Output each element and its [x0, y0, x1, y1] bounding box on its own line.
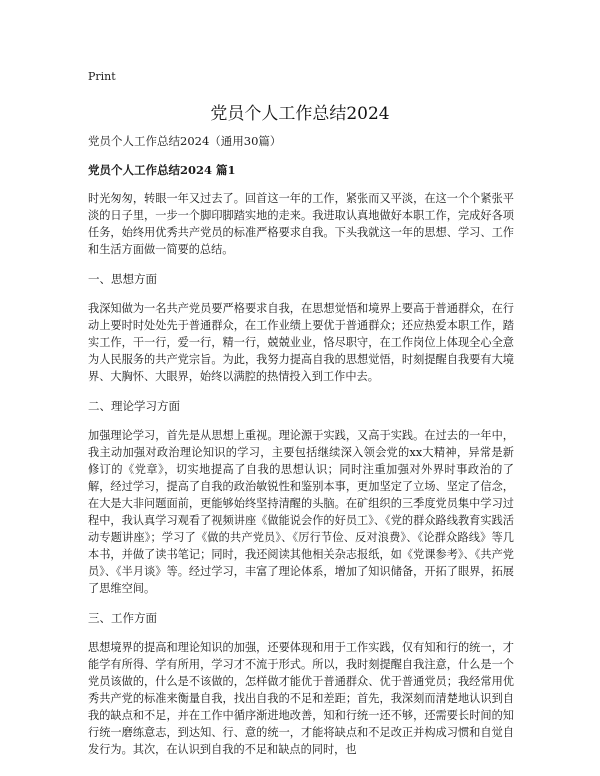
page-title: 党员个人工作总结2024 — [210, 104, 390, 124]
document-subtitle: 党员个人工作总结2024（通用30篇） — [88, 134, 282, 148]
print-link[interactable]: Print — [88, 70, 116, 83]
document-body — [88, 133, 514, 771]
section-body-theory-study: 加强理论学习，首先是从思想上重视。理论源于实践，又高于实践。在过去的一年中，我主动加强对政治理论知识的学习，主要包括继续深入领会党的xx大精神，异常是新修订的《党章》，切实地提高了自我的思想认识；同时注重加强对外界时事政治的了解，经过学习，提高了自我的政治敏锐性和鉴别本事，更加坚定了立场、坚定了信念，在大是大非问题面前，更能够始终坚持清醒的头脑。在矿组织的三季度党员集中学习过程中，我认真学习观看了视频讲座《做能说会作的好员工》、《党的群众路线教育实践活动专题讲座》；学习了《做的共产党员》、《厉行节俭、反对浪费》、《论群众路线》等几本书，并做了读书笔记；同时，我还阅读其他相关杂志报纸，如《党课参考》、《共产党员》、《半月谈》等。经过学习，丰富了理论体系，增加了知识储备，开拓了眼界，拓展了思维空间。 — [88, 429, 514, 595]
section-heading-work: 三、工作方面 — [88, 611, 157, 625]
intro-paragraph: 时光匆匆，转眼一年又过去了。回首这一年的工作，紧张而又平淡，在这一个个紧张平淡的日子里，一步一个脚印脚踏实地的走来。我进取认真地做好本职工作，完成好各项任务，始终用优秀共产党员的标准严格要求自我。下头我就这一年的思想、学习、工作和生活方面做一简要的总结。 — [88, 192, 514, 256]
article-title: 党员个人工作总结2024 篇1 — [88, 163, 236, 177]
section-body-work: 思想境界的提高和理论知识的加强，还要体现和用于工作实践，仅有知和行的统一，才能学有所得、学有所用，学习才不流于形式。所以，我时刻提醒自我注意，什么是一个党员该做的，什么是不该做的，怎样做才能优于普通群众、优于普通党员；我经常用优秀共产党的标准来衡量自我，找出自我的不足和差距；首先，我深刻而清楚地认识到自我的缺点和不足，并在工作中循序渐进地改善，知和行统一还不够，还需要长时间的知行统一磨练意志，到达知、行、意的统一，才能将缺点和不足改正并构成习惯和自觉自发行为。其次，在认识到自我的不足和缺点的同时，也 — [88, 641, 514, 756]
section-heading-theory-study: 二、理论学习方面 — [88, 399, 180, 413]
section-heading-thought: 一、思想方面 — [88, 272, 157, 286]
section-body-thought: 我深知做为一名共产党员要严格要求自我，在思想觉悟和境界上要高于普通群众，在行动上要时时处处先于普通群众，在工作业绩上要优于普通群众；还应热爱本职工作，踏实工作，干一行，爱一行，精一行，兢兢业业，恪尽职守，在工作岗位上体现全心全意为人民服务的共产党宗旨。为此，我努力提高自我的思想觉悟，时刻提醒自我要有大境界、大胸怀、大眼界，始终以满腔的热情投入到工作中去。 — [88, 302, 514, 383]
